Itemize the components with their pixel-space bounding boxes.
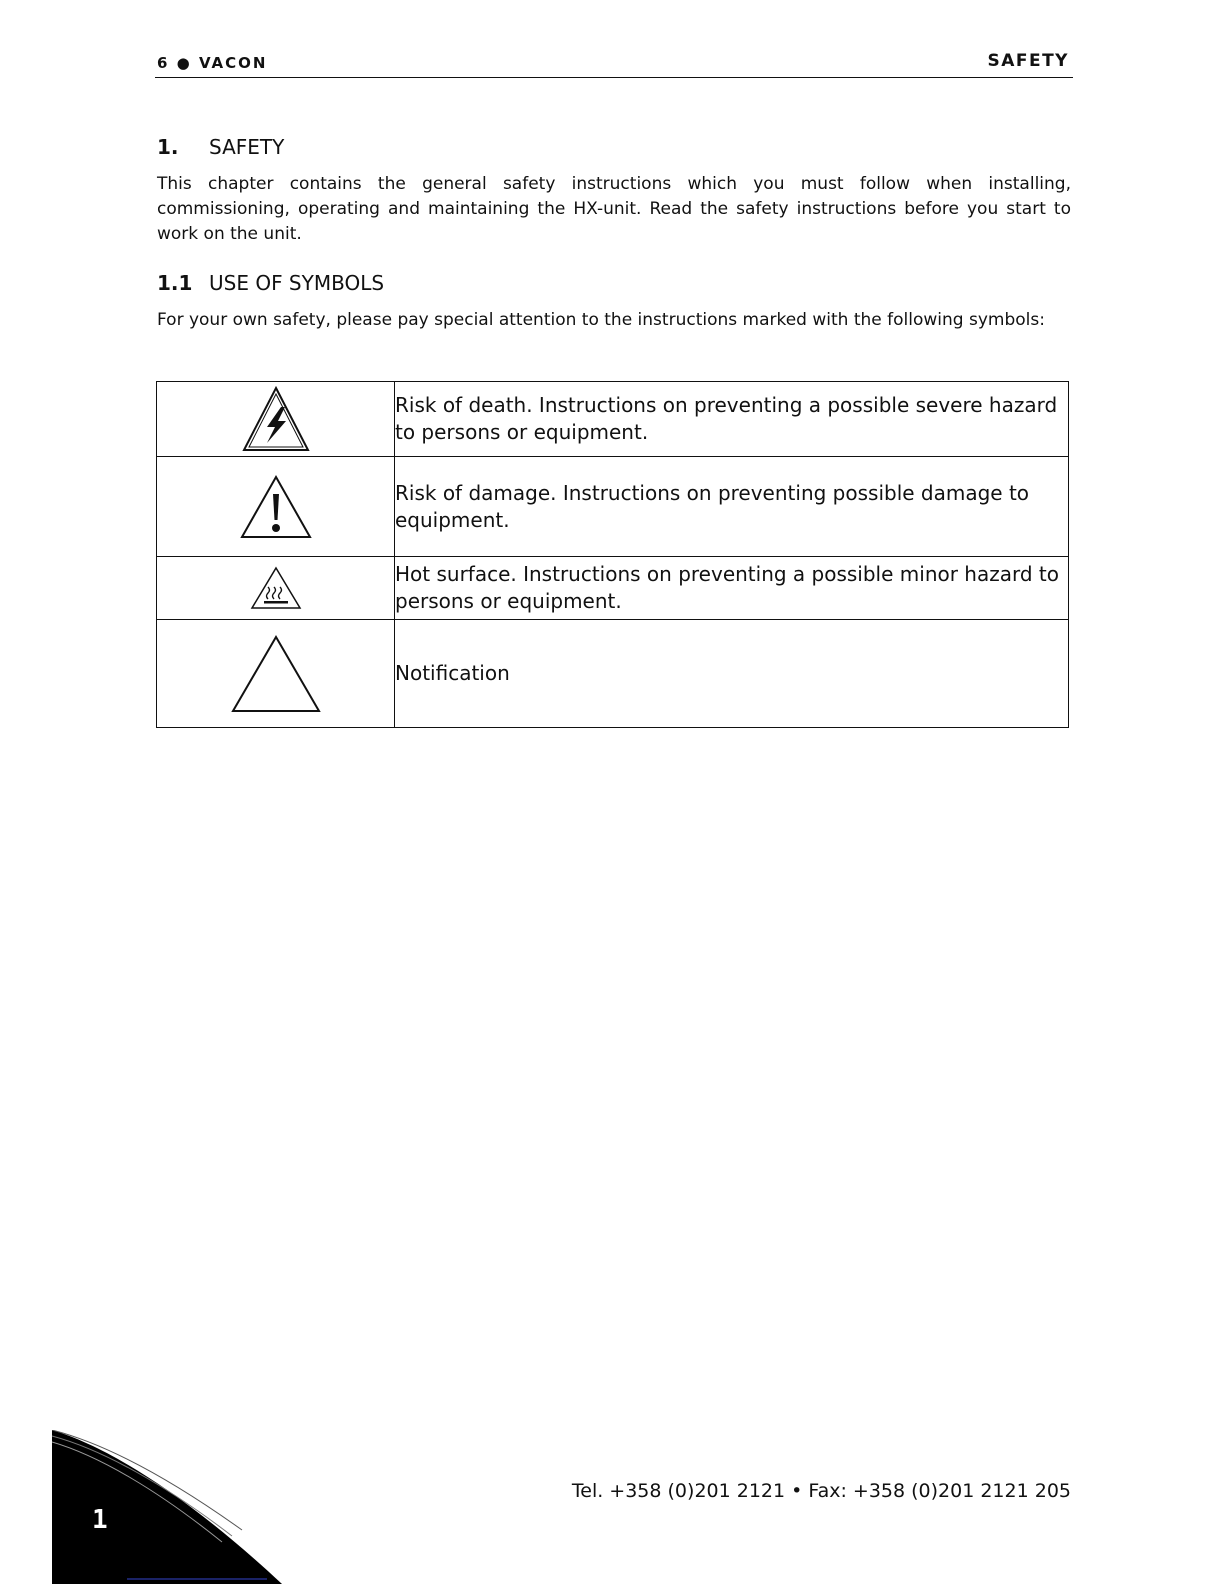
symbol-cell: [157, 557, 395, 620]
section-number: 1.: [157, 135, 179, 159]
notification-triangle-icon: [230, 634, 322, 714]
intro-paragraph: This chapter contains the general safety instructions which you must follow when installing, commissioning, operating and maintaining the HX-unit. Read the safety instructions before you start to work on the unit.: [157, 174, 1071, 244]
symbols-table: [156, 381, 1069, 728]
subsection-title: USE OF SYMBOLS: [209, 271, 385, 295]
exclamation-warning-icon: [239, 474, 313, 540]
table-row: [157, 457, 1069, 557]
table-row: [157, 382, 1069, 457]
table-row: [157, 557, 1069, 620]
symbols-intro-paragraph: For your own safety, please pay special attention to the instructions marked with the following symbols:: [157, 310, 1045, 330]
page-header: [155, 50, 1073, 78]
symbol-description: Risk of damage. Instructions on preventing possible damage to equipment.: [395, 457, 1069, 557]
symbol-description: Hot surface. Instructions on preventing a possible minor hazard to persons or equipment.: [395, 557, 1069, 620]
chapter-number: 1: [92, 1505, 108, 1535]
section-title: SAFETY: [209, 135, 285, 159]
lightning-warning-icon: [241, 385, 311, 453]
symbol-cell: [157, 382, 395, 457]
hot-surface-icon: [249, 565, 303, 611]
section-heading: [157, 135, 284, 159]
corner-decoration: [52, 1430, 282, 1584]
header-brand: 6 ● VACON: [157, 54, 268, 72]
table-row: [157, 620, 1069, 728]
subsection-number: 1.1: [157, 271, 193, 295]
symbol-description: Risk of death. Instructions on preventing a possible severe hazard to persons or equipment.: [395, 382, 1069, 457]
symbol-cell: [157, 620, 395, 728]
symbol-description: Notification: [395, 620, 1069, 728]
footer-contact: Tel. +358 (0)201 2121 • Fax: +358 (0)201 2121 205: [571, 1480, 1071, 1502]
symbol-cell: [157, 457, 395, 557]
header-chapter-title: SAFETY: [987, 51, 1069, 71]
subsection-heading: [157, 271, 384, 295]
